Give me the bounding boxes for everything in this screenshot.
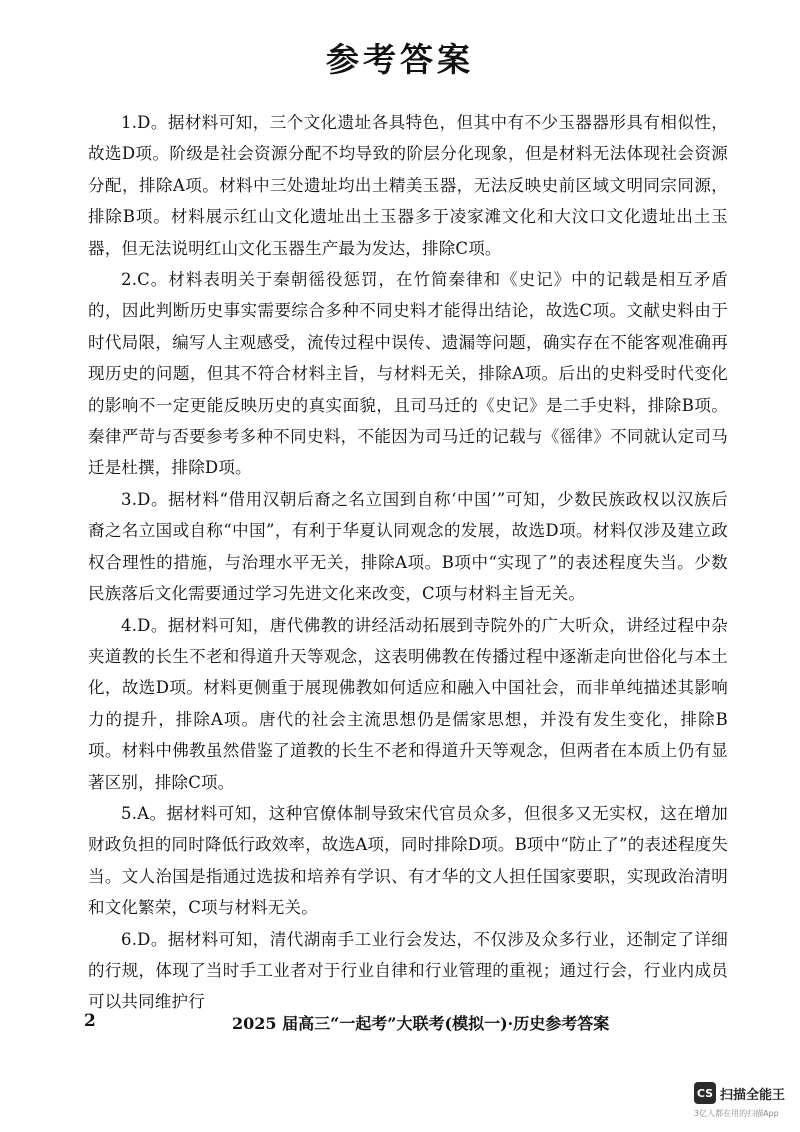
scanner-app-name: 扫描全能王 <box>720 1087 786 1103</box>
answer-4: 4.D。据材料可知，唐代佛教的讲经活动拓展到寺院外的广大听众，讲经过程中杂夹道教的长生不老和得道升天等观念，这表明佛教在传播过程中逐渐走向世俗化与本土化，故选D项。材料更侧重于展现佛教如何适应和融入中国社会，而非单纯描述其影响力的提升，排除A项。唐代的社会主流思想仍是儒家思想，并没有发生变化，排除B项。材料中佛教虽然借鉴了道教的长生不老和得道升天等观念，但两者在本质上仍有显著区别，排除C项。 <box>88 615 728 792</box>
answer-2: 2.C。材料表明关于秦朝徭役惩罚，在竹简秦律和《史记》中的记载是相互矛盾的，因此判断历史事实需要综合多种不同史料才能得出结论，故选C项。文献史料由于时代局限，编写人主观感受，流传过程中误传、遗漏等问题，确实存在不能客观准确再现历史的问题，但其不符合材料主旨，与材料无关，排除A项。后出的史料受时代变化的影响不一定更能反映历史的真实面貌，且司马迁的《史记》是二手史料，排除B项。秦律严苛与否要参考多种不同史料，不能因为司马迁的记载与《徭律》不同就认定司马迁是杜撰，排除D项。 <box>88 270 728 478</box>
page-number: 2 <box>84 1011 96 1031</box>
page-title: 参考答案 <box>326 40 474 79</box>
answer-5: 5.A。据材料可知，这种官僚体制导致宋代官员众多，但很多又无实权，这在增加财政负担的同时降低行政效率，故选A项，同时排除D项。B项中“防止了”的表述程度失当。文人治国是指通过选拔和培养有学识、有才华的文人担任国家要职，实现政治清明和文化繁荣，C项与材料无关。 <box>88 803 728 918</box>
answer-6: 6.D。据材料可知，清代湖南手工业行会发达，不仅涉及众多行业，还制定了详细的行规，体现了当时手工业者对于行业自律和行业管理的重视；通过行会，行业内成员可以共同维护行 <box>88 929 728 1012</box>
answer-1: 1.D。据材料可知，三个文化遗址各具特色，但其中有不少玉器器形具有相似性，故选D项。阶级是社会资源分配不均导致的阶层分化现象，但是材料无法体现社会资源分配，排除A项。材料中三处遗址均出土精美玉器，无法反映史前区域文明同宗同源，排除B项。材料展示红山文化遗址出土玉器多于凌家滩文化和大汶口文化遗址出土玉器，但无法说明红山文化玉器生产最为发达，排除C项。 <box>88 113 728 258</box>
scanner-tagline: 3亿人都在用的扫描App <box>694 1109 779 1118</box>
exam-title: 2025 届高三“一起考”大联考(模拟一)·历史参考答案 <box>232 1014 610 1033</box>
scanner-watermark <box>694 1082 785 1104</box>
answer-list <box>88 107 728 1018</box>
answer-3: 3.D。据材料“借用汉朝后裔之名立国到自称‘中国’”可知，少数民族政权以汉族后裔之名立国或自称“中国”，有利于华夏认同观念的发展，故选D项。材料仅涉及建立政权合理性的措施，与治理水平无关，排除A项。B项中“实现了”的表述程度失当。少数民族落后文化需要通过学习先进文化来改变，C项与材料主旨无关。 <box>88 489 728 604</box>
camscanner-logo-icon: CS <box>694 1082 716 1104</box>
